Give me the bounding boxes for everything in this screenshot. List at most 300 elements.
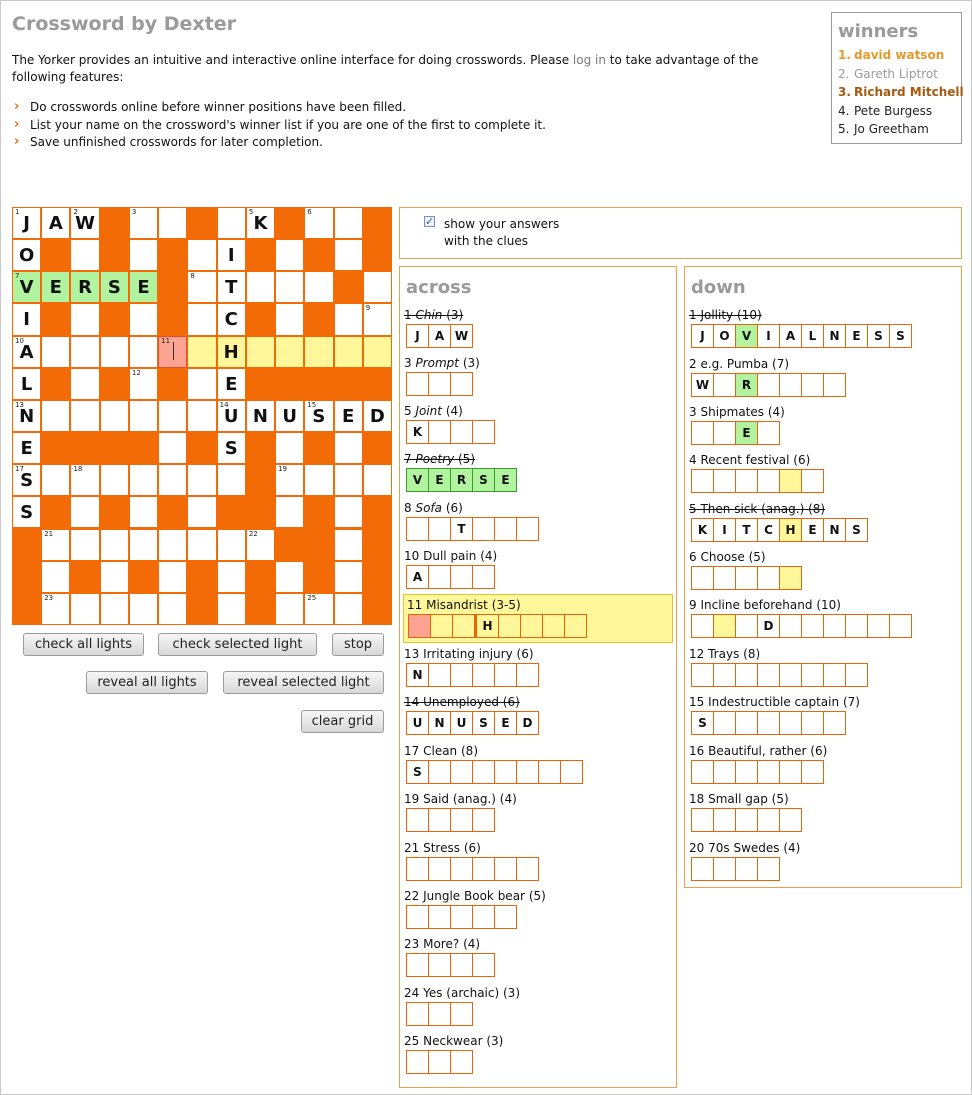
grid-cell[interactable] (71, 530, 98, 560)
answer-box[interactable] (473, 761, 494, 783)
answer-box[interactable] (429, 1051, 450, 1073)
answer-box[interactable]: K (692, 519, 713, 541)
grid-cell[interactable] (13, 208, 40, 238)
grid-cell[interactable] (71, 240, 98, 270)
answer-box[interactable] (758, 761, 779, 783)
grid-cell[interactable] (247, 530, 274, 560)
grid-cell[interactable] (13, 465, 40, 495)
grid-cell[interactable] (276, 594, 303, 624)
grid-cell[interactable] (218, 304, 245, 334)
answer-box[interactable] (780, 374, 801, 396)
grid-cell[interactable] (218, 272, 245, 302)
answer-box[interactable] (736, 470, 757, 492)
answer-box[interactable] (429, 1003, 450, 1025)
answer-box[interactable] (451, 761, 472, 783)
grid-cell[interactable] (130, 530, 157, 560)
answer-box[interactable] (495, 761, 516, 783)
answer-box[interactable]: N (407, 664, 428, 686)
grid-cell[interactable] (335, 562, 362, 592)
answer-box[interactable]: A (407, 566, 428, 588)
grid-cell[interactable] (159, 465, 186, 495)
grid-cell[interactable] (305, 272, 332, 302)
clue-across-3[interactable] (404, 356, 672, 370)
answer-box[interactable] (868, 615, 889, 637)
answer-box[interactable] (407, 1003, 428, 1025)
grid-cell[interactable] (218, 240, 245, 270)
grid-cell[interactable] (71, 465, 98, 495)
answer-box[interactable] (780, 470, 801, 492)
grid-cell[interactable] (159, 562, 186, 592)
clue-across-10[interactable] (404, 549, 672, 584)
answer-box[interactable] (473, 566, 494, 588)
answer-box[interactable] (495, 518, 516, 540)
grid-cell[interactable] (130, 497, 157, 527)
answer-box[interactable] (517, 664, 538, 686)
answer-box[interactable] (714, 712, 735, 734)
reveal-selected-light-button[interactable]: reveal selected light (223, 671, 384, 694)
answer-box[interactable]: J (407, 325, 428, 347)
answer-box[interactable] (824, 615, 845, 637)
grid-cell[interactable] (188, 240, 215, 270)
clue-across-13[interactable] (404, 647, 672, 682)
grid-cell[interactable] (159, 208, 186, 238)
grid-cell[interactable] (71, 272, 98, 302)
grid-cell[interactable] (218, 208, 245, 238)
grid-cell[interactable] (276, 401, 303, 431)
grid-cell[interactable] (364, 337, 391, 367)
grid-cell[interactable] (188, 272, 215, 302)
grid-cell[interactable] (276, 337, 303, 367)
clue-down-6[interactable] (689, 550, 957, 564)
answer-box[interactable] (451, 954, 472, 976)
grid-cell[interactable] (130, 272, 157, 302)
answer-box[interactable] (499, 615, 520, 637)
grid-cell[interactable] (305, 337, 332, 367)
answer-box[interactable]: S (407, 761, 428, 783)
grid-cell[interactable] (276, 240, 303, 270)
answer-box[interactable] (736, 615, 757, 637)
answer-box[interactable] (846, 664, 867, 686)
grid-cell[interactable] (130, 594, 157, 624)
answer-box[interactable] (451, 421, 472, 443)
clue-across-17[interactable] (404, 744, 672, 779)
answer-box[interactable]: E (846, 325, 867, 347)
answer-box[interactable] (758, 809, 779, 831)
grid-cell[interactable] (335, 530, 362, 560)
answer-box[interactable] (517, 858, 538, 880)
answer-box[interactable]: K (407, 421, 428, 443)
answer-box[interactable] (780, 761, 801, 783)
answer-box[interactable] (758, 664, 779, 686)
answer-box[interactable]: R (451, 469, 472, 491)
grid-cell[interactable] (335, 337, 362, 367)
answer-box[interactable] (890, 615, 911, 637)
reveal-all-lights-button[interactable]: reveal all lights (86, 671, 208, 694)
answer-box[interactable] (517, 518, 538, 540)
grid-cell[interactable] (335, 401, 362, 431)
answer-box[interactable] (736, 761, 757, 783)
answer-box[interactable] (714, 664, 735, 686)
grid-cell[interactable] (101, 530, 128, 560)
grid-cell[interactable] (42, 272, 69, 302)
answer-box[interactable] (407, 858, 428, 880)
clue-across-22[interactable] (404, 889, 672, 903)
answer-box[interactable] (495, 858, 516, 880)
answer-box[interactable] (429, 566, 450, 588)
answer-box[interactable] (736, 664, 757, 686)
answer-box[interactable] (407, 373, 428, 395)
answer-box[interactable] (473, 809, 494, 831)
answer-box[interactable]: T (736, 519, 757, 541)
grid-cell[interactable] (71, 304, 98, 334)
answer-box[interactable] (780, 615, 801, 637)
grid-cell[interactable] (101, 562, 128, 592)
answer-box[interactable] (473, 664, 494, 686)
answer-box[interactable]: R (736, 374, 757, 396)
answer-box[interactable] (780, 567, 801, 589)
answer-box[interactable] (692, 858, 713, 880)
answer-box[interactable] (429, 954, 450, 976)
answer-box[interactable] (692, 470, 713, 492)
answer-box[interactable] (473, 858, 494, 880)
clue-down-18[interactable] (689, 792, 957, 806)
answer-box[interactable]: E (736, 422, 757, 444)
grid-cell[interactable] (218, 562, 245, 592)
grid-cell[interactable] (247, 272, 274, 302)
grid-cell[interactable] (13, 304, 40, 334)
clue-down-9[interactable] (689, 598, 957, 633)
grid-cell[interactable] (335, 465, 362, 495)
clue-down-16[interactable] (689, 744, 957, 758)
answer-box[interactable] (407, 906, 428, 928)
grid-cell[interactable] (276, 304, 303, 334)
grid-cell[interactable] (364, 401, 391, 431)
answer-box[interactable] (802, 615, 823, 637)
answer-box[interactable] (451, 906, 472, 928)
answer-box[interactable] (714, 615, 735, 637)
answer-box[interactable]: S (473, 469, 494, 491)
clue-down-12[interactable] (689, 647, 957, 661)
grid-cell[interactable] (159, 433, 186, 463)
answer-box[interactable]: L (802, 325, 823, 347)
show-answers-checkbox[interactable]: ✓ (425, 215, 435, 228)
answer-box[interactable]: D (758, 615, 779, 637)
grid-cell[interactable] (42, 465, 69, 495)
answer-box[interactable] (824, 664, 845, 686)
grid-cell[interactable] (13, 240, 40, 270)
answer-box[interactable] (517, 761, 538, 783)
clue-across-23[interactable] (404, 937, 672, 951)
answer-box[interactable] (453, 615, 474, 637)
answer-box[interactable] (714, 470, 735, 492)
grid-cell[interactable] (218, 433, 245, 463)
answer-box[interactable] (429, 761, 450, 783)
answer-box[interactable] (758, 470, 779, 492)
answer-box[interactable] (736, 712, 757, 734)
answer-box[interactable] (692, 809, 713, 831)
answer-box[interactable] (407, 954, 428, 976)
answer-box[interactable] (429, 421, 450, 443)
grid-cell[interactable] (364, 272, 391, 302)
grid-cell[interactable] (188, 497, 215, 527)
answer-box[interactable]: E (802, 519, 823, 541)
answer-box[interactable] (429, 906, 450, 928)
clue-down-20[interactable] (689, 841, 957, 855)
answer-box[interactable]: W (451, 325, 472, 347)
answer-box[interactable] (473, 954, 494, 976)
answer-box[interactable]: E (495, 469, 516, 491)
answer-box[interactable] (451, 858, 472, 880)
answer-box[interactable]: S (473, 712, 494, 734)
grid-cell[interactable] (130, 465, 157, 495)
answer-box[interactable] (802, 712, 823, 734)
grid-cell[interactable] (276, 272, 303, 302)
grid-cell[interactable] (71, 594, 98, 624)
answer-box[interactable] (495, 906, 516, 928)
answer-box[interactable]: U (451, 712, 472, 734)
answer-box[interactable] (824, 374, 845, 396)
answer-box[interactable] (565, 615, 586, 637)
answer-box[interactable] (758, 422, 779, 444)
clue-across-1[interactable] (404, 308, 672, 343)
clue-across-21[interactable] (404, 841, 672, 855)
grid-cell[interactable] (159, 401, 186, 431)
answer-box[interactable] (714, 809, 735, 831)
grid-cell[interactable] (305, 594, 332, 624)
grid-cell[interactable] (218, 369, 245, 399)
answer-box[interactable]: E (429, 469, 450, 491)
answer-box[interactable] (451, 664, 472, 686)
grid-cell[interactable] (364, 465, 391, 495)
answer-box[interactable]: S (868, 325, 889, 347)
grid-cell[interactable] (130, 208, 157, 238)
answer-box[interactable]: U (407, 712, 428, 734)
grid-cell[interactable] (130, 401, 157, 431)
answer-box[interactable] (429, 373, 450, 395)
grid-cell[interactable] (276, 497, 303, 527)
grid-cell[interactable] (101, 337, 128, 367)
answer-box[interactable] (429, 809, 450, 831)
stop-button[interactable]: stop (332, 633, 384, 656)
grid-cell[interactable] (71, 208, 98, 238)
clue-across-7[interactable] (404, 452, 672, 487)
answer-box[interactable] (451, 1003, 472, 1025)
grid-cell[interactable] (130, 337, 157, 367)
answer-box[interactable]: A (429, 325, 450, 347)
answer-box[interactable] (802, 664, 823, 686)
grid-cell[interactable] (101, 594, 128, 624)
grid-cell[interactable] (13, 369, 40, 399)
clue-down-3[interactable] (689, 405, 957, 440)
clue-selected-across-11[interactable] (403, 594, 673, 643)
clear-grid-button[interactable]: clear grid (301, 710, 384, 733)
answer-box[interactable] (736, 567, 757, 589)
answer-box[interactable] (473, 518, 494, 540)
grid-cell[interactable] (276, 465, 303, 495)
answer-box[interactable] (692, 761, 713, 783)
grid-cell[interactable] (130, 240, 157, 270)
answer-box[interactable] (692, 615, 713, 637)
grid-cell[interactable] (188, 530, 215, 560)
answer-box[interactable] (451, 566, 472, 588)
answer-box[interactable] (473, 421, 494, 443)
answer-box[interactable] (780, 664, 801, 686)
grid-cell[interactable] (218, 465, 245, 495)
clue-across-5[interactable] (404, 404, 672, 439)
grid-cell[interactable] (159, 594, 186, 624)
check-selected-light-button[interactable]: check selected light (158, 633, 317, 656)
grid-cell[interactable] (101, 272, 128, 302)
answer-box[interactable] (714, 858, 735, 880)
answer-box[interactable] (429, 518, 450, 540)
answer-box[interactable] (758, 858, 779, 880)
answer-box[interactable] (407, 809, 428, 831)
clue-across-14[interactable] (404, 695, 672, 730)
grid-cell[interactable] (188, 465, 215, 495)
answer-box[interactable]: H (780, 519, 801, 541)
clue-down-15[interactable] (689, 695, 957, 730)
answer-box[interactable] (692, 567, 713, 589)
answer-box[interactable] (692, 664, 713, 686)
grid-cell[interactable] (130, 369, 157, 399)
grid-cell[interactable] (13, 433, 40, 463)
grid-cell[interactable] (42, 337, 69, 367)
answer-box[interactable] (780, 712, 801, 734)
clue-down-2[interactable] (689, 357, 957, 392)
answer-box[interactable]: S (890, 325, 911, 347)
answer-box[interactable] (561, 761, 582, 783)
grid-cell[interactable] (13, 497, 40, 527)
grid-cell[interactable] (71, 401, 98, 431)
clue-across-8[interactable] (404, 501, 672, 536)
grid-cell[interactable] (218, 530, 245, 560)
check-all-lights-button[interactable]: check all lights (23, 633, 144, 656)
answer-box[interactable]: V (407, 469, 428, 491)
answer-box[interactable]: N (824, 325, 845, 347)
grid-cell[interactable] (188, 401, 215, 431)
grid-cell[interactable] (218, 337, 245, 367)
answer-box[interactable]: W (692, 374, 713, 396)
answer-box[interactable] (714, 422, 735, 444)
answer-box[interactable] (451, 1051, 472, 1073)
clue-across-24[interactable] (404, 986, 672, 1000)
answer-box[interactable] (714, 761, 735, 783)
answer-box[interactable] (714, 567, 735, 589)
answer-box[interactable] (521, 615, 542, 637)
grid-cell[interactable] (335, 433, 362, 463)
grid-cell[interactable] (130, 304, 157, 334)
grid-cell[interactable] (71, 497, 98, 527)
grid-cell[interactable] (42, 208, 69, 238)
answer-box[interactable] (758, 374, 779, 396)
grid-cell[interactable] (218, 594, 245, 624)
answer-box[interactable] (407, 518, 428, 540)
grid-cell[interactable] (42, 530, 69, 560)
answer-box[interactable] (451, 809, 472, 831)
answer-box[interactable]: I (758, 325, 779, 347)
answer-box[interactable] (473, 906, 494, 928)
grid-cell[interactable] (247, 337, 274, 367)
answer-box[interactable] (736, 858, 757, 880)
answer-box[interactable] (758, 567, 779, 589)
answer-box[interactable] (539, 761, 560, 783)
grid-cell[interactable] (159, 530, 186, 560)
grid-cell[interactable] (276, 562, 303, 592)
answer-box[interactable]: A (780, 325, 801, 347)
answer-box[interactable] (846, 615, 867, 637)
grid-cell[interactable] (188, 304, 215, 334)
grid-cell[interactable] (218, 401, 245, 431)
grid-cell[interactable] (335, 208, 362, 238)
answer-box[interactable]: S (692, 712, 713, 734)
grid-cell[interactable] (13, 272, 40, 302)
grid-cell[interactable] (305, 465, 332, 495)
grid-cell[interactable] (101, 465, 128, 495)
answer-box[interactable] (429, 664, 450, 686)
grid-cell[interactable] (335, 304, 362, 334)
grid-cell[interactable] (335, 594, 362, 624)
answer-box[interactable]: V (736, 325, 757, 347)
grid-cell-selected[interactable] (159, 337, 186, 367)
grid-cell[interactable] (305, 208, 332, 238)
grid-cell[interactable] (42, 401, 69, 431)
answer-box[interactable] (543, 615, 564, 637)
answer-box[interactable]: C (758, 519, 779, 541)
answer-box[interactable]: I (714, 519, 735, 541)
answer-box[interactable] (407, 1051, 428, 1073)
grid-cell[interactable] (247, 208, 274, 238)
answer-box[interactable]: N (429, 712, 450, 734)
answer-box[interactable] (824, 712, 845, 734)
answer-box[interactable] (429, 858, 450, 880)
answer-box[interactable]: O (714, 325, 735, 347)
answer-box[interactable] (451, 373, 472, 395)
grid-cell[interactable] (364, 304, 391, 334)
grid-cell[interactable] (247, 401, 274, 431)
grid-cell[interactable] (71, 369, 98, 399)
clue-down-1[interactable] (689, 308, 957, 343)
answer-box[interactable] (736, 809, 757, 831)
grid-cell[interactable] (188, 369, 215, 399)
clue-across-25[interactable] (404, 1034, 672, 1048)
login-link[interactable]: log in (572, 53, 606, 67)
answer-box[interactable] (409, 615, 430, 637)
answer-box[interactable] (758, 712, 779, 734)
answer-box[interactable] (780, 809, 801, 831)
grid-cell[interactable] (335, 497, 362, 527)
answer-box[interactable] (692, 422, 713, 444)
grid-cell[interactable] (188, 337, 215, 367)
answer-box[interactable] (714, 374, 735, 396)
answer-box[interactable]: T (451, 518, 472, 540)
grid-cell[interactable] (13, 401, 40, 431)
answer-box[interactable]: S (846, 519, 867, 541)
answer-box[interactable] (802, 374, 823, 396)
grid-cell[interactable] (101, 401, 128, 431)
grid-cell[interactable] (42, 562, 69, 592)
grid-cell[interactable] (71, 337, 98, 367)
clue-down-5[interactable] (689, 502, 957, 537)
grid-cell[interactable] (42, 594, 69, 624)
grid-cell[interactable] (335, 240, 362, 270)
answer-box[interactable] (495, 664, 516, 686)
answer-box[interactable]: E (495, 712, 516, 734)
answer-box[interactable]: D (517, 712, 538, 734)
clue-down-4[interactable] (689, 453, 957, 467)
answer-box[interactable]: J (692, 325, 713, 347)
answer-box[interactable] (802, 761, 823, 783)
answer-box[interactable] (431, 615, 452, 637)
